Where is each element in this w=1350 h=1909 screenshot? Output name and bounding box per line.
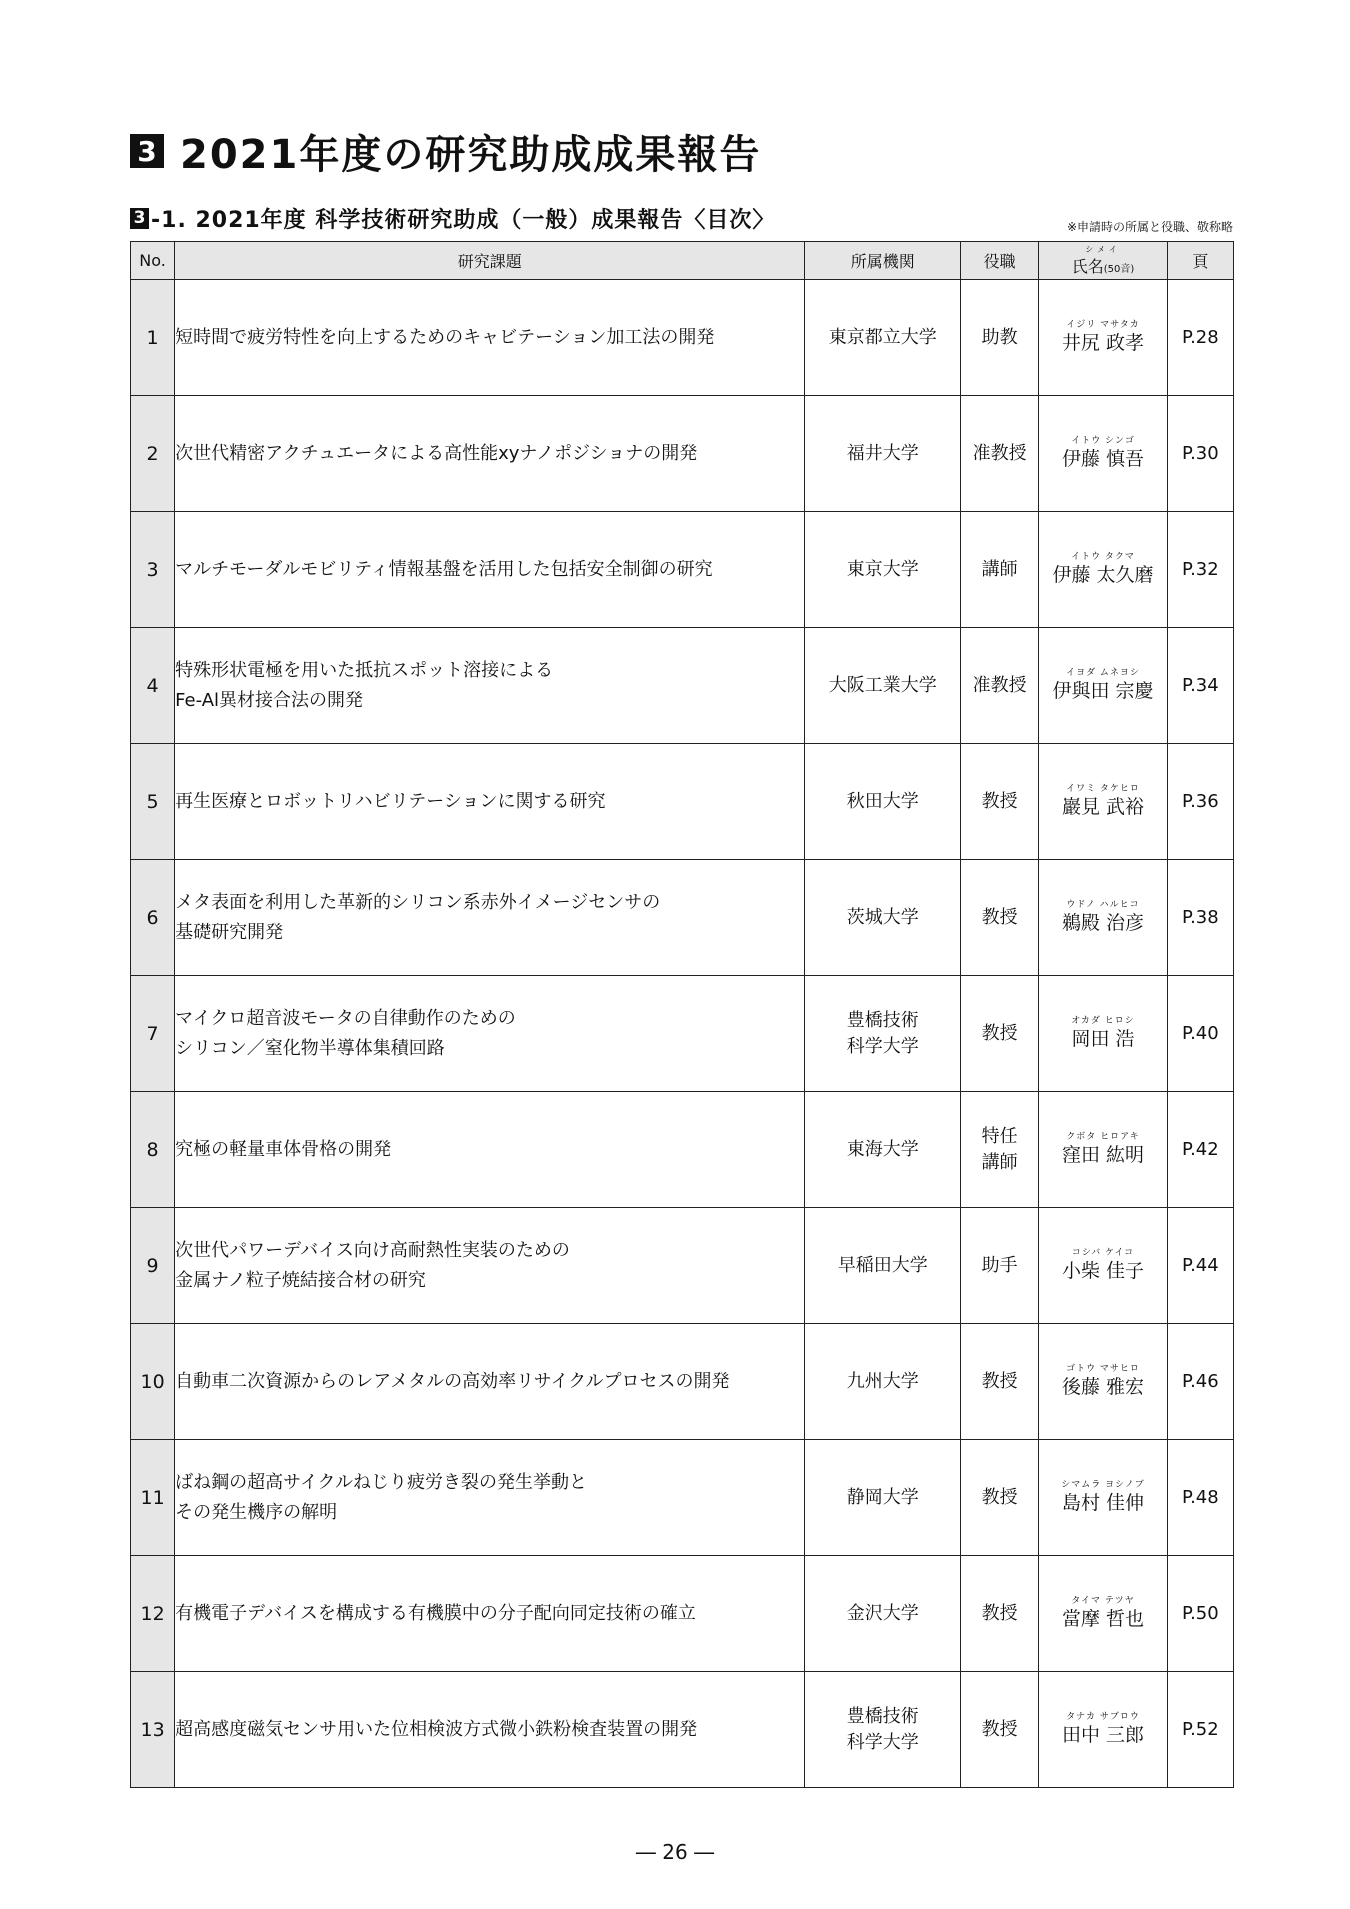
research-title: 究極の軽量車体骨格の開発 — [175, 1092, 805, 1208]
name-furigana: イヨダ ムネヨシ — [1066, 668, 1140, 678]
position: 准教授 — [961, 396, 1039, 512]
researcher-name: 伊與田 宗慶 — [1052, 680, 1154, 702]
name-furigana: コシバ ケイコ — [1071, 1248, 1135, 1258]
research-title: 短時間で疲労特性を向上するためのキャビテーション加工法の開発 — [175, 280, 805, 396]
table-row — [131, 744, 1234, 860]
header-no: No. — [131, 242, 175, 280]
institution: 東京大学 — [805, 512, 961, 628]
institution: 早稲田大学 — [805, 1208, 961, 1324]
position: 教授 — [961, 744, 1039, 860]
name-furigana: イジリ マサタカ — [1066, 320, 1140, 330]
table-row — [131, 1208, 1234, 1324]
page-number: ― 26 ― — [635, 1840, 715, 1864]
institution: 茨城大学 — [805, 860, 961, 976]
header-title: 研究課題 — [175, 242, 805, 280]
subsection-title: -1. 2021年度 科学技術研究助成（一般）成果報告〈目次〉 — [151, 207, 776, 233]
position: 教授 — [961, 1556, 1039, 1672]
row-number: 11 — [131, 1440, 175, 1556]
position: 助教 — [961, 280, 1039, 396]
researcher-name: 小柴 佳子 — [1061, 1260, 1145, 1282]
name-furigana: オカダ ヒロシ — [1071, 1016, 1135, 1026]
table-row — [131, 1672, 1234, 1788]
institution: 大阪工業大学 — [805, 628, 961, 744]
researcher-name-cell — [1039, 860, 1167, 976]
researcher-name-cell — [1039, 1440, 1167, 1556]
row-number: 7 — [131, 976, 175, 1092]
row-number: 9 — [131, 1208, 175, 1324]
institution: 金沢大学 — [805, 1556, 961, 1672]
name-furigana: タイマ テツヤ — [1071, 1596, 1135, 1606]
name-furigana: イトウ シンゴ — [1071, 436, 1135, 446]
position: 講師 — [961, 512, 1039, 628]
institution: 静岡大学 — [805, 1440, 961, 1556]
name-furigana: クボタ ヒロアキ — [1066, 1132, 1140, 1142]
name-furigana: イトウ タクマ — [1071, 552, 1135, 562]
researcher-name-cell — [1039, 1324, 1167, 1440]
researcher-name-cell — [1039, 280, 1167, 396]
table-row — [131, 1556, 1234, 1672]
researcher-name: 鵜殿 治彦 — [1061, 912, 1145, 934]
institution: 東京都立大学 — [805, 280, 961, 396]
page-reference: P.30 — [1167, 396, 1233, 512]
research-title: ばね鋼の超高サイクルねじり疲労き裂の発生挙動と その発生機序の解明 — [175, 1440, 805, 1556]
row-number: 2 — [131, 396, 175, 512]
row-number: 3 — [131, 512, 175, 628]
row-number: 6 — [131, 860, 175, 976]
name-furigana: タナカ サブロウ — [1066, 1712, 1140, 1722]
row-number: 4 — [131, 628, 175, 744]
name-furigana: イワミ タケヒロ — [1066, 784, 1140, 794]
position: 教授 — [961, 976, 1039, 1092]
page-reference: P.40 — [1167, 976, 1233, 1092]
table-row — [131, 396, 1234, 512]
subsection-number-badge: 3 — [130, 208, 149, 229]
research-title: マルチモーダルモビリティ情報基盤を活用した包括安全制御の研究 — [175, 512, 805, 628]
row-number: 5 — [131, 744, 175, 860]
section-number-badge: 3 — [130, 134, 164, 168]
researcher-name-cell — [1039, 1672, 1167, 1788]
position: 特任 講師 — [961, 1092, 1039, 1208]
name-furigana: シマムラ ヨシノブ — [1061, 1480, 1145, 1490]
page-reference: P.52 — [1167, 1672, 1233, 1788]
row-number: 10 — [131, 1324, 175, 1440]
page-heading — [130, 124, 761, 178]
researcher-name: 後藤 雅宏 — [1061, 1376, 1145, 1398]
table-row — [131, 1092, 1234, 1208]
research-title: 超高感度磁気センサ用いた位相検波方式微小鉄粉検査装置の開発 — [175, 1672, 805, 1788]
header-name — [1039, 242, 1167, 280]
page-reference: P.46 — [1167, 1324, 1233, 1440]
page-reference: P.48 — [1167, 1440, 1233, 1556]
affiliation-note: ※申請時の所属と役職、敬称略 — [1066, 220, 1233, 234]
table-header-row — [131, 242, 1234, 280]
research-title: 次世代パワーデバイス向け高耐熱性実装のための 金属ナノ粒子焼結接合材の研究 — [175, 1208, 805, 1324]
institution: 豊橋技術 科学大学 — [805, 976, 961, 1092]
institution: 九州大学 — [805, 1324, 961, 1440]
table-row — [131, 860, 1234, 976]
page-reference: P.42 — [1167, 1092, 1233, 1208]
position: 教授 — [961, 1324, 1039, 1440]
researcher-name: 當摩 哲也 — [1061, 1608, 1145, 1630]
position: 教授 — [961, 1440, 1039, 1556]
researcher-name-cell — [1039, 1556, 1167, 1672]
row-number: 8 — [131, 1092, 175, 1208]
page-reference: P.32 — [1167, 512, 1233, 628]
page-reference: P.36 — [1167, 744, 1233, 860]
header-name-note: (50音) — [1103, 263, 1135, 275]
research-title: 次世代精密アクチュエータによる高性能xyナノポジショナの開発 — [175, 396, 805, 512]
institution: 東海大学 — [805, 1092, 961, 1208]
researcher-name: 伊藤 太久磨 — [1052, 564, 1154, 586]
researcher-name: 田中 三郎 — [1061, 1724, 1145, 1746]
research-title: 有機電子デバイスを構成する有機膜中の分子配向同定技術の確立 — [175, 1556, 805, 1672]
researcher-name: 窪田 紘明 — [1061, 1144, 1145, 1166]
institution: 秋田大学 — [805, 744, 961, 860]
institution: 豊橋技術 科学大学 — [805, 1672, 961, 1788]
position: 准教授 — [961, 628, 1039, 744]
research-title: メタ表面を利用した革新的シリコン系赤外イメージセンサの 基礎研究開発 — [175, 860, 805, 976]
researcher-name-cell — [1039, 744, 1167, 860]
table-row — [131, 280, 1234, 396]
row-number: 13 — [131, 1672, 175, 1788]
research-title: 再生医療とロボットリハビリテーションに関する研究 — [175, 744, 805, 860]
name-furigana: ゴトウ マサヒロ — [1066, 1364, 1140, 1374]
position: 教授 — [961, 1672, 1039, 1788]
researcher-name-cell — [1039, 1208, 1167, 1324]
page-reference: P.38 — [1167, 860, 1233, 976]
header-institution: 所属機関 — [805, 242, 961, 280]
header-position: 役職 — [961, 242, 1039, 280]
table-row — [131, 512, 1234, 628]
researcher-name: 井尻 政孝 — [1061, 332, 1145, 354]
name-furigana: ウドノ ハルヒコ — [1066, 900, 1140, 910]
table-body — [131, 280, 1234, 1788]
researcher-name-cell — [1039, 1092, 1167, 1208]
research-title: マイクロ超音波モータの自律動作のための シリコン／窒化物半導体集積回路 — [175, 976, 805, 1092]
page-reference: P.50 — [1167, 1556, 1233, 1672]
sub-heading — [130, 203, 775, 233]
researcher-name: 岡田 浩 — [1071, 1028, 1135, 1050]
table-row — [131, 628, 1234, 744]
contents-table — [130, 241, 1234, 1788]
position: 助手 — [961, 1208, 1039, 1324]
researcher-name-cell — [1039, 628, 1167, 744]
row-number: 12 — [131, 1556, 175, 1672]
page-reference: P.28 — [1167, 280, 1233, 396]
header-name-kana: シメイ — [1085, 244, 1121, 254]
researcher-name: 伊藤 慎吾 — [1061, 448, 1145, 470]
header-name-label: 氏名 — [1071, 256, 1104, 276]
page-reference: P.44 — [1167, 1208, 1233, 1324]
page-title: 2021年度の研究助成成果報告 — [180, 131, 762, 178]
researcher-name-cell — [1039, 512, 1167, 628]
researcher-name-cell — [1039, 976, 1167, 1092]
researcher-name: 巖見 武裕 — [1061, 796, 1145, 818]
researcher-name-cell — [1039, 396, 1167, 512]
position: 教授 — [961, 860, 1039, 976]
page-reference: P.34 — [1167, 628, 1233, 744]
header-page: 頁 — [1167, 242, 1233, 280]
researcher-name: 島村 佳伸 — [1061, 1492, 1145, 1514]
table-row — [131, 1324, 1234, 1440]
table-row — [131, 1440, 1234, 1556]
research-title: 特殊形状電極を用いた抵抗スポット溶接による Fe-Al異材接合法の開発 — [175, 628, 805, 744]
table-row — [131, 976, 1234, 1092]
research-title: 自動車二次資源からのレアメタルの高効率リサイクルプロセスの開発 — [175, 1324, 805, 1440]
institution: 福井大学 — [805, 396, 961, 512]
row-number: 1 — [131, 280, 175, 396]
